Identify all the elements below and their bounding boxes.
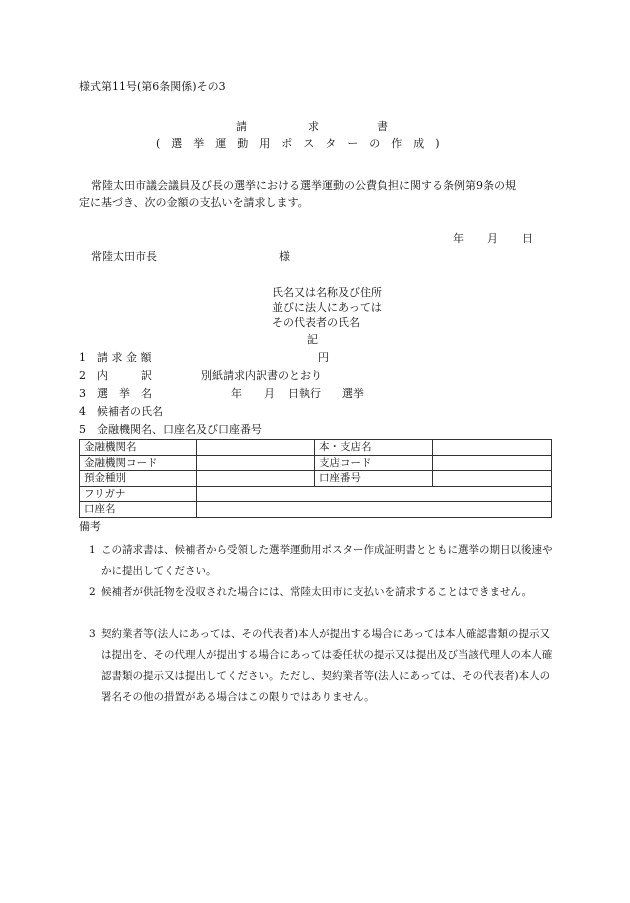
bank-info-label: 金融機関名、口座名及び口座番号 — [97, 423, 262, 436]
date-month: 月 — [487, 232, 498, 245]
remark-text: この請求書は、候補者から受領した選挙運動用ポスター作成証明書とともに選挙の期日以後速やかに提出してください。 — [101, 544, 553, 577]
claim-amount-label: 請 求 金 額 — [97, 351, 152, 364]
deposit-type-label: 預金種別 — [80, 471, 197, 487]
candidate-name-label: 候補者の氏名 — [97, 405, 163, 418]
table-row — [80, 486, 552, 502]
breakdown-label: 内 訳 — [97, 369, 152, 382]
date-year: 年 — [453, 232, 464, 245]
title-subtitle: ( 選 挙 運 動 用 ポ ス タ ー の 作 成 ) — [156, 137, 440, 150]
addressee-name: 常陸太田市長 — [91, 250, 157, 263]
remark-text: 候補者が供託物を没収された場合には、常陸太田市に支払いを請求することはできません。 — [101, 586, 533, 598]
date-day: 日 — [522, 232, 533, 245]
yen-unit: 円 — [318, 351, 329, 364]
remark-number: 2 — [89, 586, 96, 598]
item-number-3: 3 — [79, 387, 86, 400]
item-number-5: 5 — [79, 423, 86, 436]
table-row — [80, 471, 552, 487]
account-number-field[interactable] — [433, 471, 552, 487]
item-number-2: 2 — [79, 369, 86, 382]
remark-note — [79, 582, 554, 603]
account-name-label: 口座名 — [80, 502, 197, 518]
election-held-day: 日執行 — [288, 387, 321, 400]
item-number-1: 1 — [79, 351, 86, 364]
election-month: 月 — [264, 387, 275, 400]
record-mark: 記 — [307, 333, 318, 346]
intro-line-1: 常陸太田市議会議員及び長の選挙における選挙運動の公費負担に関する条例第9条の規 — [91, 179, 516, 192]
bank-account-table — [79, 439, 552, 518]
title-char-1: 請 — [236, 120, 247, 133]
claimant-line-3: その代表者の氏名 — [272, 316, 360, 329]
branch-code-field[interactable] — [433, 455, 552, 471]
election-name-label: 選 挙 名 — [97, 387, 152, 400]
election-suffix: 選挙 — [342, 387, 364, 400]
election-year: 年 — [231, 387, 242, 400]
institution-name-field[interactable] — [197, 440, 315, 456]
account-name-field[interactable] — [197, 502, 552, 518]
furigana-field[interactable] — [197, 486, 552, 502]
table-row — [80, 455, 552, 471]
title-char-2: 求 — [308, 120, 319, 133]
furigana-label: フリガナ — [80, 486, 197, 502]
remark-text: 契約業者等(法人にあっては、その代表者)本人が提出する場合にあっては本人確認書類の提示又は提出を、その代理人が提出する場合にあっては委任状の提示又は提出及び当該代理人の本人確認書類の提示又は提出してください。ただし、契約業者等(法人にあっては、その代表者)本人の署名その他の措置がある場合はこの限りではありません。 — [101, 628, 553, 703]
remark-note — [79, 540, 554, 582]
deposit-type-field[interactable] — [197, 471, 315, 487]
title-char-3: 書 — [377, 120, 388, 133]
table-row — [80, 502, 552, 518]
remark-number: 3 — [89, 628, 96, 640]
item-number-4: 4 — [79, 405, 86, 418]
branch-name-field[interactable] — [433, 440, 552, 456]
claimant-line-1: 氏名又は名称及び住所 — [272, 286, 382, 299]
institution-code-field[interactable] — [197, 455, 315, 471]
intro-line-2: 定に基づき、次の金額の支払いを請求します。 — [79, 196, 309, 209]
institution-name-label: 金融機関名 — [80, 440, 197, 456]
account-number-label: 口座番号 — [315, 471, 433, 487]
branch-name-label: 本・支店名 — [315, 440, 433, 456]
remarks-heading: 備考 — [79, 520, 101, 533]
addressee-honorific: 様 — [279, 250, 290, 263]
form-id: 様式第11号(第6条関係)その3 — [79, 80, 226, 93]
remark-note — [79, 624, 554, 708]
branch-code-label: 支店コード — [315, 455, 433, 471]
table-row — [80, 440, 552, 456]
remark-number: 1 — [89, 544, 96, 556]
claimant-line-2: 並びに法人にあっては — [272, 301, 382, 314]
breakdown-value: 別紙請求内訳書のとおり — [201, 369, 322, 382]
institution-code-label: 金融機関コード — [80, 455, 197, 471]
